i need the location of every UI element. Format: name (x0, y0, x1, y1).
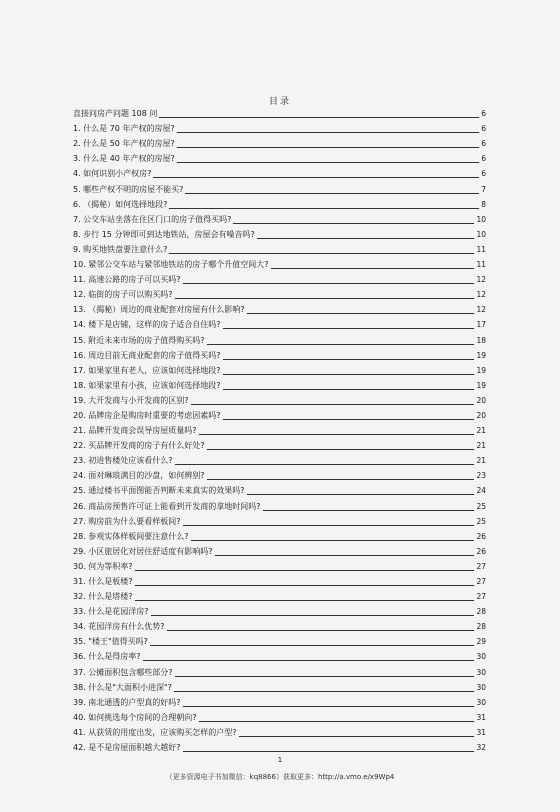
toc-leader-line (135, 585, 475, 586)
toc-leader-line (199, 434, 475, 435)
toc-entry[interactable] (73, 210, 486, 225)
toc-leader-line (177, 162, 480, 163)
toc-entry-page: 28 (476, 622, 486, 632)
toc-entry-page: 6 (481, 124, 486, 134)
toc-entry-label: 7. 公交车站坐落在住区门口的房子值得买吗? (73, 214, 232, 224)
toc-leader-line (223, 374, 475, 375)
toc-entry-label: 19. 大开发商与小开发商的区别? (73, 395, 189, 405)
toc-leader-line (223, 328, 475, 329)
toc-leader-line (247, 494, 475, 495)
toc-leader-line (257, 238, 475, 239)
toc-entry-page: 25 (476, 501, 486, 511)
toc-entry[interactable] (73, 738, 486, 753)
toc-entry-page: 26 (476, 546, 486, 556)
toc-leader-line (175, 676, 475, 677)
toc-leader-line (175, 464, 475, 465)
toc-entry[interactable] (73, 678, 486, 693)
toc-leader-line (151, 615, 475, 616)
toc-entry-page: 18 (476, 335, 486, 345)
toc-entry-page: 20 (476, 410, 486, 420)
toc-entry[interactable] (73, 723, 486, 738)
toc-entry-page: 23 (476, 471, 486, 481)
toc-entry-label: 33. 什么是花园洋房? (73, 607, 149, 617)
toc-entry-label: 16. 周边目前无商业配套的房子值得买吗? (73, 350, 221, 360)
toc-leader-line (183, 751, 475, 752)
toc-entry-label: 40. 如何挑选每个房间的合理朝向? (73, 712, 197, 722)
toc-entry-page: 32 (476, 743, 486, 753)
toc-entry-page: 31 (476, 727, 486, 737)
toc-entry-label: 26. 商品房预售许可证上能看到开发商的拿地时间吗? (73, 501, 261, 511)
page-number: 1 (277, 756, 283, 764)
toc-entry-label: 39. 南北通透的户型真的好吗? (73, 697, 181, 707)
toc-entry-page: 27 (476, 561, 486, 571)
toc-leader-line (191, 404, 475, 405)
toc-entry[interactable] (73, 119, 486, 134)
toc-entry[interactable] (73, 361, 486, 376)
toc-leader-line (223, 419, 475, 420)
toc-leader-line (183, 706, 475, 707)
toc-leader-line (174, 691, 475, 692)
toc-entry[interactable] (73, 330, 486, 345)
toc-entry-page: 21 (476, 441, 486, 451)
toc-leader-line (135, 600, 475, 601)
toc-entry-label: 24. 面对琳琅满目的沙盘，如何辨别? (73, 471, 205, 481)
toc-entry-page: 21 (476, 426, 486, 436)
toc-entry-page: 31 (476, 712, 486, 722)
page-title: 目录 (268, 97, 291, 107)
toc-entry[interactable] (73, 512, 486, 527)
toc-entry-page: 30 (476, 697, 486, 707)
toc-entry-page: 6 (481, 139, 486, 149)
toc-entry[interactable] (73, 255, 486, 270)
toc-entry-label: 34. 花园洋房有什么优势? (73, 622, 165, 632)
table-of-contents (73, 104, 486, 753)
toc-leader-line (233, 223, 474, 224)
toc-entry-page: 11 (476, 244, 486, 254)
toc-entry[interactable] (73, 300, 486, 315)
toc-entry-page: 12 (476, 290, 486, 300)
toc-entry-label: 36. 什么是得房率? (73, 652, 141, 662)
toc-entry-label: 1. 什么是 70 年产权的房屋? (73, 124, 175, 134)
toc-entry-label: 37. 公摊面积包含哪些部分? (73, 667, 173, 677)
toc-entry-page: 10 (476, 214, 486, 224)
toc-entry-label: 6. （揭秘）如何选择地段? (73, 199, 168, 209)
toc-entry-label: 21. 品牌开发商会误导房屋质量吗? (73, 426, 197, 436)
toc-entry[interactable] (73, 647, 486, 662)
toc-entry[interactable] (73, 346, 486, 361)
toc-entry[interactable] (73, 572, 486, 587)
footer-note: （更多资源电子书加微信：kq8866）获取更多：http://a.vmo.e/x9Wp4 (165, 773, 395, 781)
toc-leader-line (247, 313, 475, 314)
toc-leader-line (207, 479, 475, 480)
toc-entry-label: 22. 买品牌开发商的房子有什么好处? (73, 441, 205, 451)
toc-leader-line (169, 253, 474, 254)
toc-entry-label: 29. 小区旅居化对居住舒适度有影响吗? (73, 546, 213, 556)
toc-entry-label: 32. 什么是塔楼? (73, 592, 133, 602)
toc-entry-page: 19 (476, 380, 486, 390)
toc-entry[interactable] (73, 149, 486, 164)
toc-entry-label: 17. 如果家里有老人，应该如何选择地段? (73, 365, 221, 375)
toc-leader-line (223, 359, 475, 360)
toc-entry[interactable] (73, 617, 486, 632)
toc-entry-label: 3. 什么是 40 年产权的房屋? (73, 154, 175, 164)
toc-entry[interactable] (73, 391, 486, 406)
toc-leader-line (199, 721, 475, 722)
toc-entry-page: 21 (476, 456, 486, 466)
toc-leader-line (135, 570, 475, 571)
toc-leader-line (223, 389, 475, 390)
toc-entry-label: 13. （揭秘）周边的商业配套对房屋有什么影响? (73, 305, 245, 315)
toc-entry[interactable] (73, 104, 486, 119)
toc-entry-label: 38. 什么是"大面积小进深"? (73, 682, 172, 692)
toc-entry[interactable] (73, 179, 486, 194)
toc-entry[interactable] (73, 662, 486, 677)
toc-entry-label: 30. 何为等积率? (73, 561, 133, 571)
toc-entry-page: 29 (476, 637, 486, 647)
toc-entry[interactable] (73, 421, 486, 436)
toc-entry[interactable] (73, 542, 486, 557)
toc-entry-page: 6 (481, 154, 486, 164)
toc-leader-line (183, 283, 475, 284)
toc-entry-label: 28. 参观实体样板间要注意什么? (73, 531, 189, 541)
toc-entry-page: 28 (476, 607, 486, 617)
toc-entry-label: 25. 通过楼书平面图能否判断未来真实的效果吗? (73, 486, 245, 496)
toc-entry-page: 10 (476, 229, 486, 239)
toc-entry[interactable] (73, 270, 486, 285)
toc-entry[interactable] (73, 527, 486, 542)
toc-entry-label: 23. 初进售楼处应该看什么? (73, 456, 173, 466)
toc-entry-label: 12. 临街的房子可以购买吗? (73, 290, 173, 300)
toc-entry-label: 41. 从获赁的用度出发，应该购买怎样的户型? (73, 727, 237, 737)
toc-leader-line (239, 736, 475, 737)
toc-entry-page: 12 (476, 305, 486, 315)
toc-entry-page: 11 (476, 260, 486, 270)
toc-entry-label: 35. "楼王"值得买吗? (73, 637, 148, 647)
toc-leader-line (143, 660, 475, 661)
toc-entry-label: 42. 是不是房屋面积越大越好? (73, 743, 181, 753)
toc-entry-page: 24 (476, 486, 486, 496)
toc-entry[interactable] (73, 496, 486, 511)
toc-entry[interactable] (73, 481, 486, 496)
toc-leader-line (167, 630, 475, 631)
toc-entry-label: 直接问房产问题 108 问 (73, 109, 158, 119)
toc-entry[interactable] (73, 693, 486, 708)
toc-entry[interactable] (73, 164, 486, 179)
toc-leader-line (185, 193, 479, 194)
toc-entry[interactable] (73, 451, 486, 466)
toc-entry-label: 27. 购房前为什么要看样板间? (73, 516, 181, 526)
toc-leader-line (169, 208, 479, 209)
toc-entry-label: 10. 紧邻公交车站与紧邻地铁站的房子哪个升值空间大? (73, 260, 269, 270)
toc-leader-line (150, 645, 475, 646)
toc-entry-label: 8. 步行 15 分钟即可到达地铁站，房屋会有噪音吗? (73, 229, 255, 239)
toc-leader-line (207, 449, 475, 450)
toc-leader-line (177, 147, 480, 148)
toc-entry-label: 4. 如何识别小产权房? (73, 169, 152, 179)
toc-leader-line (183, 525, 475, 526)
toc-entry-label: 18. 如果家里有小孩，应该如何选择地段? (73, 380, 221, 390)
toc-leader-line (177, 132, 480, 133)
toc-entry[interactable] (73, 436, 486, 451)
toc-entry[interactable] (73, 225, 486, 240)
toc-entry[interactable] (73, 240, 486, 255)
toc-entry[interactable] (73, 315, 486, 330)
toc-entry[interactable] (73, 632, 486, 647)
toc-entry-page: 19 (476, 365, 486, 375)
toc-leader-line (207, 344, 475, 345)
toc-entry[interactable] (73, 466, 486, 481)
toc-entry[interactable] (73, 406, 486, 421)
toc-entry-label: 15. 附近未来市场的房子值得购买吗? (73, 335, 205, 345)
toc-entry-page: 19 (476, 350, 486, 360)
toc-entry-page: 7 (481, 184, 486, 194)
toc-entry-label: 14. 楼下是店铺，这样的房子适合自住吗? (73, 320, 221, 330)
toc-entry[interactable] (73, 557, 486, 572)
toc-entry-label: 31. 什么是板楼? (73, 577, 133, 586)
toc-leader-line (271, 268, 475, 269)
toc-leader-line (191, 540, 475, 541)
toc-entry-page: 20 (476, 395, 486, 405)
toc-leader-line (175, 298, 475, 299)
toc-entry-page: 30 (476, 667, 486, 677)
toc-entry-page: 17 (476, 320, 486, 330)
toc-entry[interactable] (73, 602, 486, 617)
toc-entry-label: 5. 哪些产权不明的房屋不能买? (73, 184, 184, 194)
toc-entry-page: 25 (476, 516, 486, 526)
toc-entry[interactable] (73, 708, 486, 723)
toc-entry-page: 30 (476, 652, 486, 662)
toc-entry-page: 30 (476, 682, 486, 692)
toc-entry-page: 12 (476, 275, 486, 285)
toc-entry-page: 6 (481, 109, 486, 119)
toc-leader-line (263, 510, 475, 511)
toc-entry-label: 2. 什么是 50 年产权的房屋? (73, 139, 175, 149)
toc-leader-line (215, 555, 475, 556)
toc-entry[interactable] (73, 376, 486, 391)
toc-leader-line (153, 177, 479, 178)
toc-entry-label: 20. 品牌房企是购房时重要的考虑因素吗? (73, 410, 221, 420)
toc-entry-page: 6 (481, 169, 486, 179)
toc-entry[interactable] (73, 134, 486, 149)
toc-leader-line (159, 117, 479, 118)
toc-entry[interactable] (73, 195, 486, 210)
toc-entry-label: 11. 高速公路的房子可以买吗? (73, 275, 181, 285)
toc-entry[interactable] (73, 587, 486, 602)
toc-entry-page: 27 (476, 592, 486, 602)
toc-entry-page: 27 (476, 577, 486, 586)
toc-entry-label: 9. 购买地铁盘要注意什么? (73, 244, 168, 254)
toc-entry-page: 8 (481, 199, 486, 209)
toc-entry[interactable] (73, 285, 486, 300)
toc-entry-page: 26 (476, 531, 486, 541)
